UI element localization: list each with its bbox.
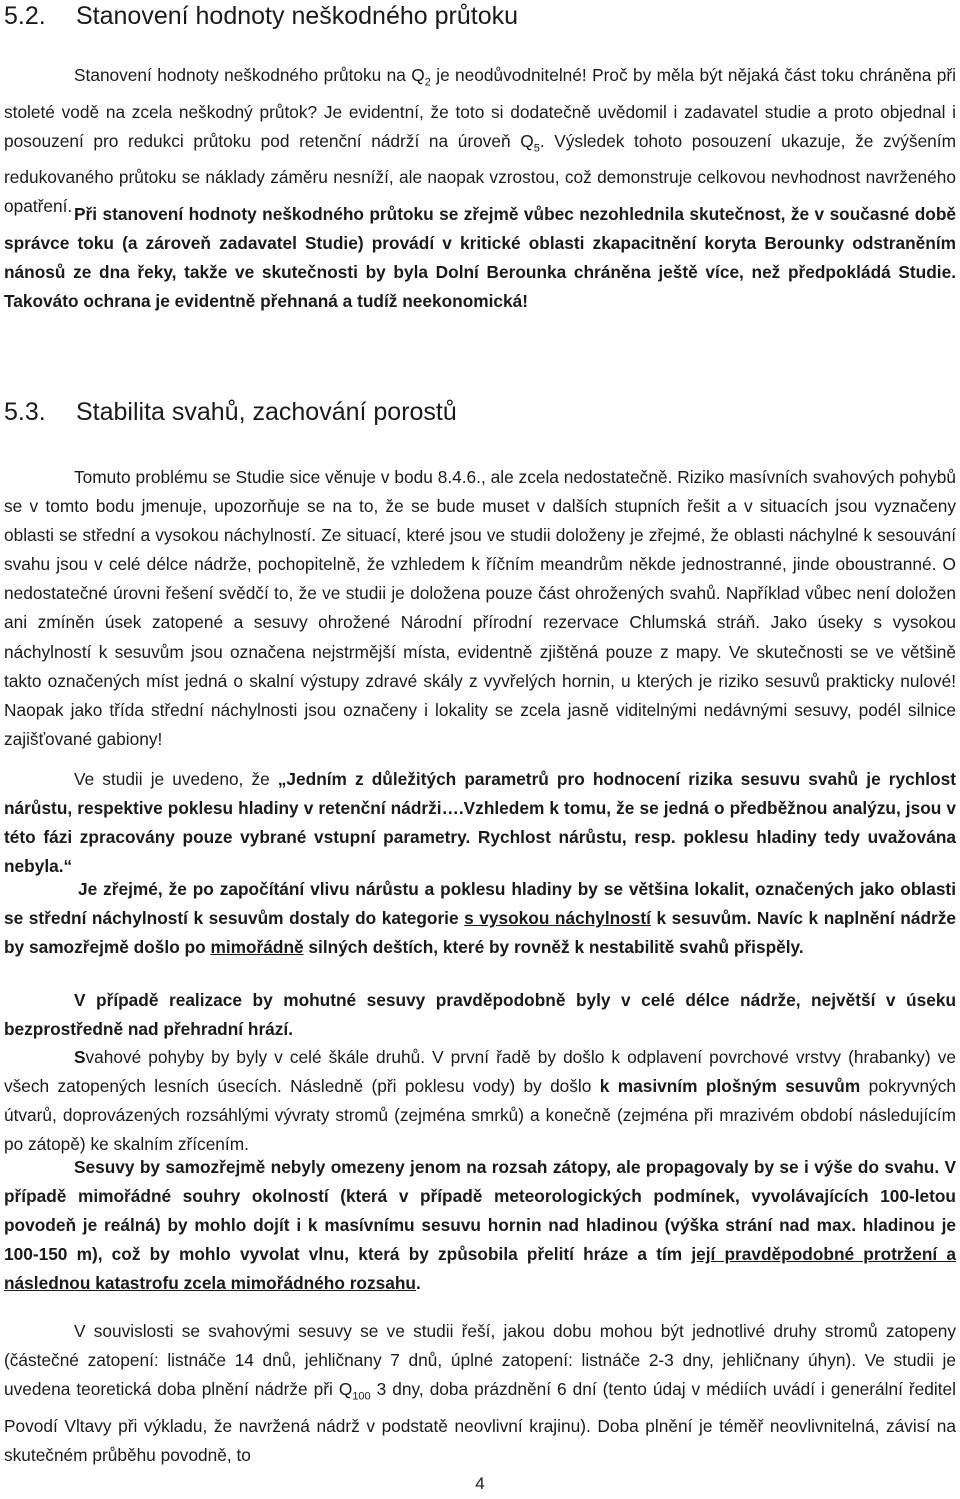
section-title: Stanovení hodnoty neškodného průtoku [76, 2, 519, 30]
paragraph-bold: Při stanovení hodnoty neškodného průtoku se zřejmě vůbec nezohlednila skutečnost, že v současné době správce toku (a zároveň zadavatel Studie) provádí v kritické oblasti zkapacitnění koryta Berounky odstraněním nánosů ze dna řeky, takže ve skutečnosti by byla Dolní Berounka chráněna ještě více, než předpokládá Studie. Takováto ochrana je evidentně přehnaná a tudíž neekonomická! [4, 204, 956, 312]
paragraph-bold: V případě realizace by mohutné sesuvy pravděpodobně byly v celé délce nádrže, největší v úseku bezprostředně nad přehradní hrází. [4, 990, 956, 1040]
paragraph-bold: Je zřejmé, že po započítání vlivu nárůstu a poklesu hladiny by se většina lokalit, označených jako oblasti se střední náchylností k sesuvům dostaly do kategorie s vysokou náchylností k sesuvům. Navíc k naplnění nádrže by samozřejmě došlo po mimořádně silných deštích, které by rovněž k nestabilitě svahů přispěly. [4, 879, 956, 958]
paragraph-quote: Ve studii je uvedeno, že „Jedním z důležitých parametrů pro hodnocení rizika sesuvu svahů je rychlost nárůstu, respektive poklesu hladiny v retenční nádrži….Vzhledem k tomu, že se jedná o předběžnou analýzu, jsou v této fázi zpracovány pouze vybrané vstupní parametry. Rychlost nárůstu, resp. poklesu hladiny tedy uvažována nebyla.“ [4, 769, 956, 877]
page-number: 4 [475, 1474, 485, 1493]
paragraph: Svahové pohyby by byly v celé škále druhů. V první řadě by došlo k odplavení povrchové vrstvy (hrabanky) ve všech zatopených lesních úsecích. Následně (při poklesu vody) by došlo k masivním plošným sesuvům pokryvných útvarů, doprovázených rozsáhlými vývraty stromů (zejména smrků) a konečně (zejména při mrazivém období následujícím po zátopě) ke skalním zřícením. [4, 1047, 956, 1155]
section-number: 5.3. [4, 398, 46, 426]
section-title: Stabilita svahů, zachování porostů [76, 398, 457, 426]
section-number: 5.2. [4, 2, 46, 30]
section-heading-5-2 [4, 2, 518, 31]
paragraph: Stanovení hodnoty neškodného průtoku na $Q_2$ je neodůvodnitelné! Proč by měla být nějaká část toku chráněna při stoleté vodě na zcela neškodný průtok? Je evidentní, že toto si dodatečně uvědomil i zadavatel studie a proto objednal i posouzení pro redukci průtoku pod retenční nádrží na úroveň $Q_5$. Výsledek tohoto posouzení ukazuje, že zvýšením redukovaného průtoku se náklady záměru nesníží, ale naopak vzrostou, což demonstruje celkovou nevhodnost navrženého opatření. [4, 65, 956, 217]
paragraph-bold: Sesuvy by samozřejmě nebyly omezeny jenom na rozsah zátopy, ale propagovaly by se i výše do svahu. V případě mimořádné souhry okolností (která v případě meteorologických podmínek, vyvolávajících 100-letou povodeň je reálná) by mohlo dojít i k masívnímu sesuvu hornin nad hladinou (výška strání nad max. hladinou je 100-150 m), což by mohlo vyvolat vlnu, která by způsobila přelití hráze a tím její pravděpodobné protržení a následnou katastrofu zcela mimořádného rozsahu. [4, 1157, 956, 1294]
paragraph: V souvislosti se svahovými sesuvy se ve studii řeší, jakou dobu mohou být jednotlivé druhy stromů zatopeny (částečné zatopení: listnáče 14 dnů, jehličnany 7 dnů, úplné zatopení: listnáče 2-3 dny, jehličnany úhyn). Ve studii je uvedena teoretická doba plnění nádrže při $Q_{100}$ 3 dny, doba prázdnění 6 dní (tento údaj v médiích uvádí i generální ředitel Povodí Vltavy při výkladu, že navržená nádrž v podstatě neovlivní krajinu). Doba plnění je téměř neovlivnitelná, závisí na skutečném průběhu povodně, to [4, 1321, 956, 1465]
paragraph: Tomuto problému se Studie sice věnuje v bodu 8.4.6., ale zcela nedostatečně. Riziko masívních svahových pohybů se v tomto bodu jmenuje, upozorňuje se na to, že se bude muset v dalších stupních řešit a v situacích jsou vyznačeny oblasti se střední a vysokou náchylností. Ze situací, které jsou ve studii doloženy je zřejmé, že oblasti náchylné k sesouvání svahu jsou v celé délce nádrže, pochopitelně, že vzhledem k říčním meandrům někde jednostranné, jinde oboustranné. O nedostatečné úrovni řešení svědčí to, že ve studii je doložena pouze část ohrožených svahů. Například vůbec není doložen ani zmíněn úsek zatopené a sesuvy ohrožené Národní přírodní rezervace Chlumská stráň. Jako úseky s vysokou náchylností k sesuvům jsou označena nejstrmější místa, evidentně zjištěná pouze z mapy. Ve skutečnosti se ve většině takto označených míst jedná o skalní výstupy zdravé skály z vyvřelých hornin, u kterých je riziko sesuvů prakticky nulové! Naopak jako třída střední náchylnosti jsou označeny i lokality se zcela jasně viditelnými nedávnými sesuvy, podél silnice zajišťované gabiony! [4, 467, 956, 749]
section-heading-5-3 [4, 398, 457, 427]
